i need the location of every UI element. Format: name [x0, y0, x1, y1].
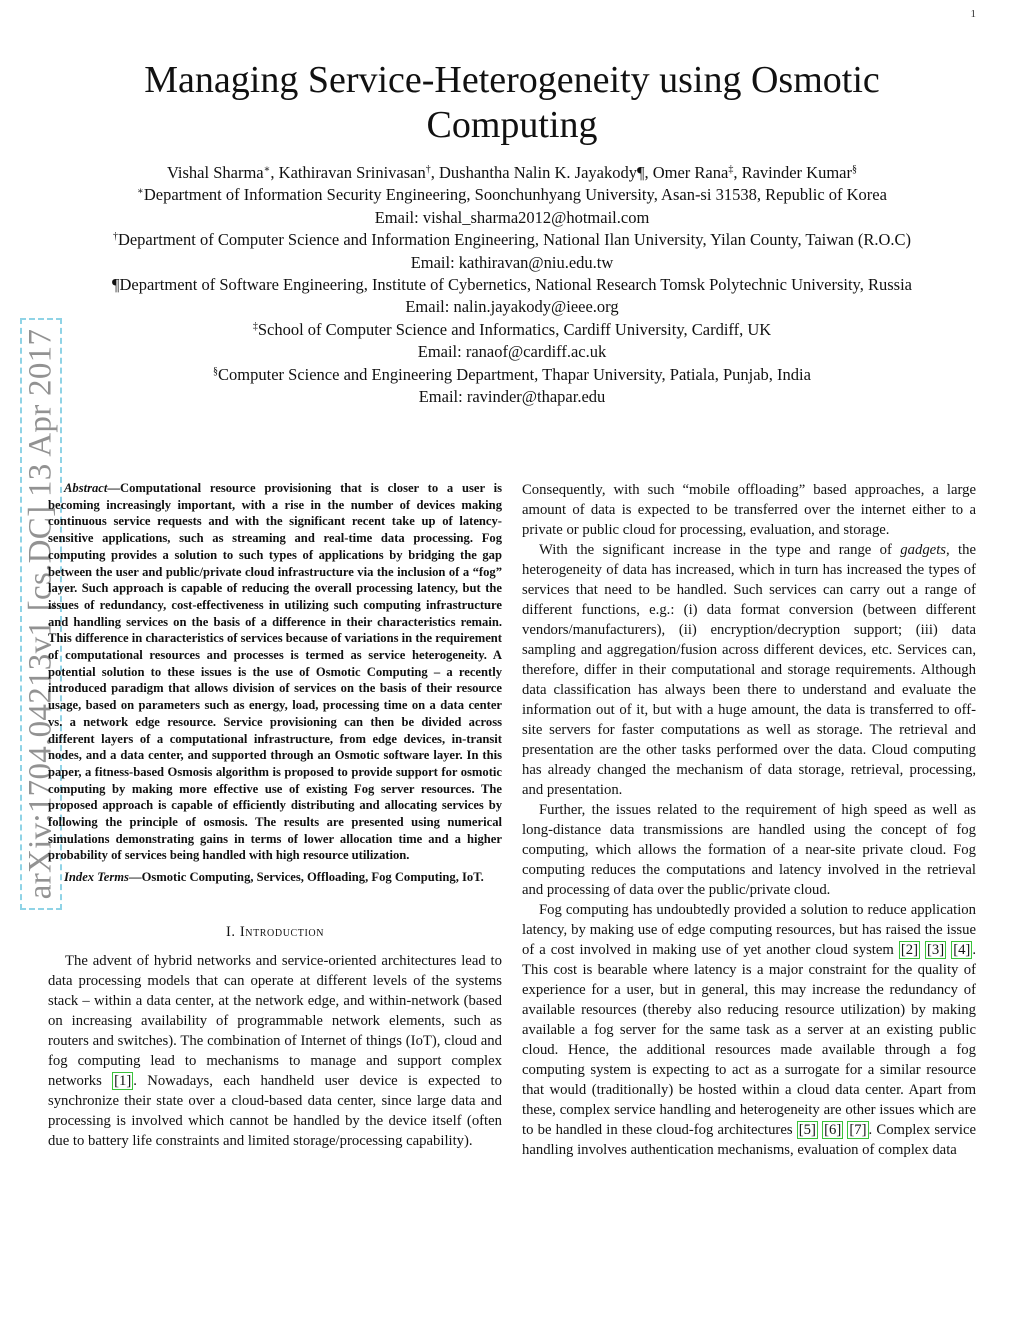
affiliation-email: Email: ranaof@cardiff.ac.uk	[417, 342, 607, 362]
abstract-text: —Computational resource provisioning that is closer to a user is becoming increasingly important, with a rise in the number of devices making continuous service requests and with the significant recent take up of latency-sensitive applications, such as streaming and real-time data processing. Fog computing provides a solution to such types of applications by bridging the gap between the user and public/private cloud infrastructure via the inclusion of a “fog” layer. Such approach is capable of reducing the overall processing latency, but the issues of redundancy, cost-effectiveness in utilizing such computing infrastructure and handling services on the basis of a difference in their characteristics remain. This difference in characteristics of services because of variations in the requirement of computational resources and processes is termed as service heterogeneity. A potential solution to these issues is the use of Osmotic Computing – a recently introduced paradigm that allows division of services on the basis of their resource usage, based on parameters such as energy, load, processing time on a data center vs. a network edge resource. Service provisioning can then be divided across different layers of a computational infrastructure, from edge devices, in-transit nodes, and a data center, and supported through an Osmotic software layer. In this paper, a fitness-based Osmosis algorithm is proposed to provide support for osmotic computing by making more effective use of existing Fog server resources. The proposed approach is capable of efficiently distributing and allocating services by following the principle of osmosis. The results are presented using numerical simulations demonstrating gains in terms of lower allocation time and a higher probability of services being handled with high resource utilization.	[48, 481, 502, 863]
citation-link[interactable]: [7]	[849, 1122, 867, 1138]
author-name: Ravinder Kumar	[741, 163, 852, 182]
abstract-label: Abstract	[64, 481, 108, 495]
affiliation-email: Email: kathiravan@niu.edu.tw	[410, 252, 614, 272]
author-block	[40, 162, 984, 408]
author-mark: §	[852, 164, 857, 175]
affiliation-mark: ¶	[112, 275, 120, 295]
author-name: Omer Rana	[652, 163, 729, 182]
affiliation: §Computer Science and Engineering Department, Thapar University, Patiala, Punjab, India	[213, 364, 811, 384]
affiliation-email: Email: ravinder@thapar.edu	[418, 387, 606, 407]
author-mark: ¶	[636, 163, 645, 182]
abstract	[48, 480, 502, 864]
author-mark: †	[425, 164, 431, 175]
affiliation-mark: §	[213, 365, 219, 377]
affiliation-email: Email: vishal_sharma2012@hotmail.com	[374, 207, 650, 227]
affiliation: ¶Department of Software Engineering, Institute of Cybernetics, National Research Tomsk Polytechnic University, Russia	[112, 275, 912, 295]
body-paragraph: Consequently, with such “mobile offloading” based approaches, a large amount of data is expected to be transferred over the internet either to a private or public cloud for processing, evaluation, and storage.	[522, 482, 976, 538]
author-name: Kathiravan Srinivasan	[278, 163, 426, 182]
body-paragraph: With the significant increase in the type and range of gadgets, the heterogeneity of data has increased, which in turn has increased the types of services that need to be handled. Such services can carry out a range of different functions, e.g.: (i) data format conversion (between different vendors/manufacturers), (ii) encryption/decryption support; (iii) data sampling and aggregation/fusion across different devices, etc. Services can, therefore, differ in their computational and storage requirements. Although data classification has always been there to understand and evaluate the information out of it, but with a huge amount, the data is transferred to off-site servers for faster computations as well as storage. The retrieval and presentation are the other tasks performed over the data. Cloud computing has already changed the mechanism of data storage, retrieval, processing, and presentation.	[522, 542, 976, 798]
affiliation-mark: ∗	[137, 186, 144, 198]
affiliation-email: Email: nalin.jayakody@ieee.org	[405, 297, 619, 317]
section-heading: I. Introduction	[225, 923, 325, 940]
author-list: Vishal Sharma∗, Kathiravan Srinivasan†, Dushantha Nalin K. Jayakody¶, Omer Rana‡, Ravinder Kumar§	[166, 163, 857, 182]
affiliation: †Department of Computer Science and Information Engineering, National Ilan University, Yilan County, Taiwan (R.O.C)	[112, 230, 912, 250]
author-mark: ‡	[728, 164, 734, 175]
affiliation: ∗Department of Information Security Engineering, Soonchunhyang University, Asan-si 31538, Republic of Korea	[137, 185, 887, 205]
citation-link[interactable]: [6]	[824, 1122, 842, 1138]
body-paragraph: Further, the issues related to the requirement of high speed as well as long-distance data transmissions are handled using the concept of fog computing, which allows the formation of a near-site private cloud. Fog computing reduces the computations and latency involved in the retrieval and processing of data over the public/private cloud.	[522, 802, 976, 898]
author-mark: ∗	[263, 164, 271, 175]
paper-title: Managing Service-Heterogeneity using Osmotic Computing	[144, 59, 880, 146]
citation-link[interactable]: [4]	[953, 942, 971, 958]
page-number: 1	[970, 8, 976, 20]
index-terms	[48, 869, 502, 886]
author-name: Dushantha Nalin K. Jayakody	[439, 163, 637, 182]
author-name: Vishal Sharma	[166, 163, 264, 182]
index-terms-label: Index Terms	[64, 870, 129, 885]
affiliation-mark: ‡	[252, 320, 258, 332]
citation-link[interactable]: [1]	[114, 1072, 132, 1089]
left-column	[48, 480, 502, 1151]
index-terms-text: —Osmotic Computing, Services, Offloading, Fog Computing, IoT.	[128, 870, 484, 885]
intro-paragraph: The advent of hybrid networks and service-oriented architectures lead to data processing models that can operate at different levels of the systems stack – within a data center, at the network edge, and within-network (based on increasing availability of programmable network elements, such as routers and switches). The combination of Internet of things (IoT), cloud and fog computing lead to mechanisms to manage and support complex networks [1] . Nowadays, each handheld user device is expected to synchronize their state over a cloud-based data center, since large data and processing is involved which cannot be handled by the device itself (often due to battery life constraints and limited storage/processing capability).	[48, 952, 502, 1149]
affiliation-mark: †	[112, 231, 118, 243]
affiliation: ‡School of Computer Science and Informatics, Cardiff University, Cardiff, UK	[252, 319, 772, 339]
body-paragraph: Fog computing has undoubtedly provided a solution to reduce application latency, by making use of edge computing resources, but has raised the issue of a cost involved in making use of yet another cloud system [2] [3] [4] . This cost is bearable where latency is a major constraint for the quality of experience for a user, but in general, this may increase the redundancy of available resources (thereby also reducing resource utilization) by making available a fog server for the same task as a server at an existing public cloud. Hence, the additional resources made available through a fog computing system is expecting to act as a surrogate for a similar resource that would (traditionally) be hosted within a cloud data center. Apart from these, complex service handling and heterogeneity are other issues which are to be handled in these cloud-fog architectures [5] [6] [7] . Complex service handling involves authentication mechanisms, evaluation of complex data	[522, 902, 977, 1158]
right-column	[522, 480, 976, 1160]
citation-link[interactable]: [5]	[798, 1122, 816, 1138]
citation-link[interactable]: [3]	[927, 942, 945, 958]
arxiv-id: arXiv:1704.04213v1 [cs.DC] 13 Apr 2017	[22, 328, 59, 900]
citation-link[interactable]: [2]	[900, 942, 918, 958]
